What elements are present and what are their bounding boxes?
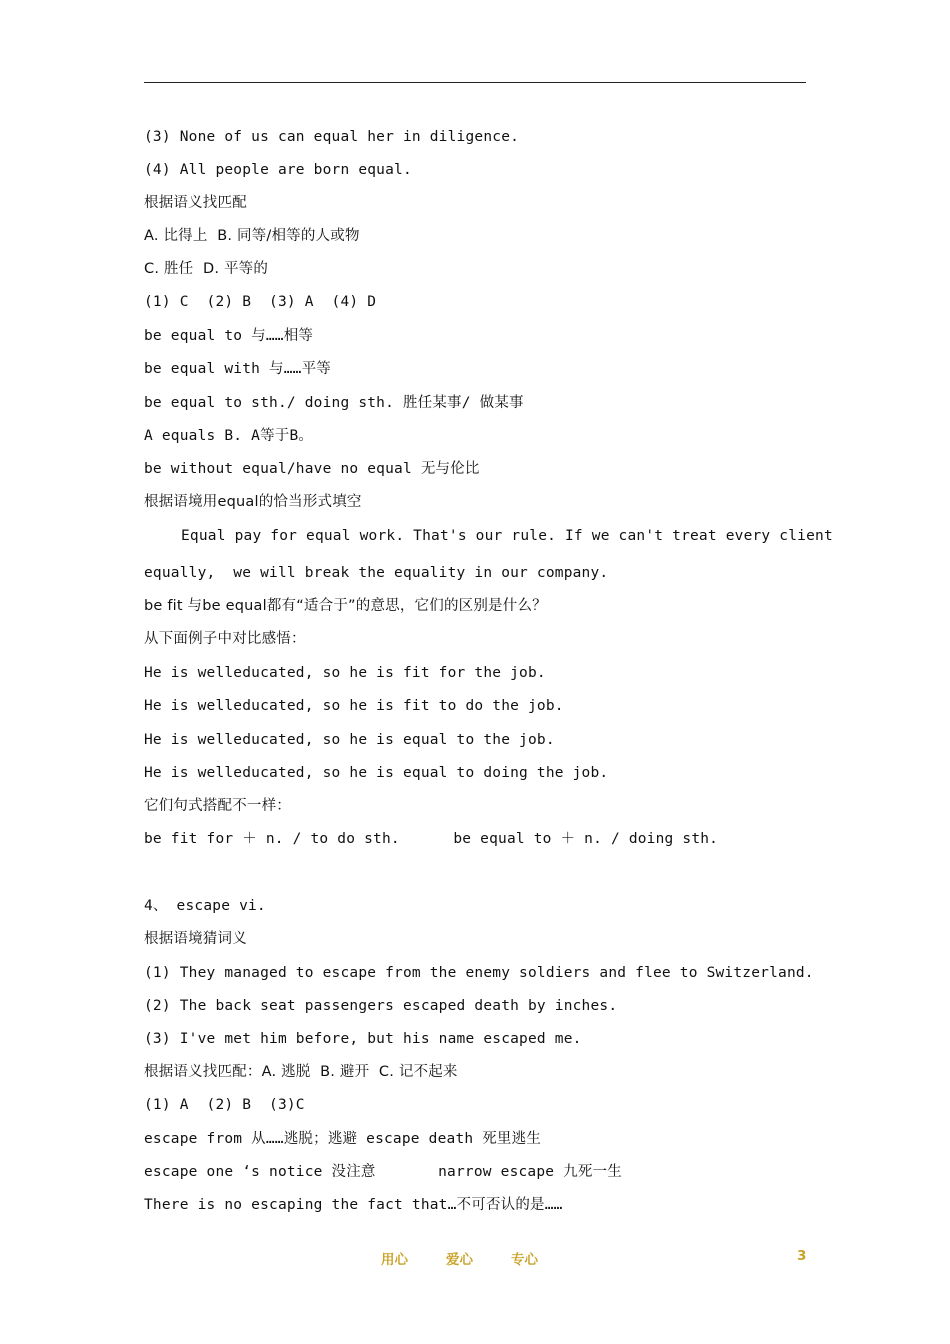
text-line: There is no escaping the fact that…不可否认的是……: [144, 1197, 563, 1213]
text-line: 它们句式搭配不一样：: [144, 798, 291, 814]
text-line: C. 胜任 D. 平等的: [144, 261, 269, 277]
text-line: (3) None of us can equal her in diligence.: [144, 129, 520, 145]
text-line: be equal to 与……相等: [144, 328, 314, 344]
text-line: be equal to sth./ doing sth. 胜任某事/ 做某事: [144, 395, 524, 411]
text-line: escape from 从……逃脱；逃避 escape death 死里逃生: [144, 1131, 542, 1147]
text-line: 根据语义找匹配: [144, 195, 247, 211]
text-line: 根据语境用equal的恰当形式填空: [144, 494, 362, 510]
text-line: He is welleducated, so he is equal to the job.: [144, 732, 555, 748]
text-line: (2) The back seat passengers escaped death by inches.: [144, 998, 618, 1014]
text-line: Equal pay for equal work. That's our rule. If we can't treat every client: [181, 528, 833, 544]
section-heading: 4、 escape vi.: [144, 898, 266, 914]
footer-text: 专心: [511, 1252, 538, 1268]
footer-text: 爱心: [446, 1252, 473, 1268]
text-line: be equal with 与……平等: [144, 361, 331, 377]
text-line: (3) I've met him before, but his name escaped me.: [144, 1031, 582, 1047]
text-line: A. 比得上 B. 同等/相等的人或物: [144, 228, 360, 244]
text-line: be fit for ＋ n. / to do sth. be equal to ＋ n. / doing sth.: [144, 831, 719, 847]
text-line: A equals B. A等于B。: [144, 428, 314, 444]
text-line: be fit 与be equal都有“适合于”的意思，它们的区别是什么？: [144, 598, 547, 614]
text-line: be without equal/have no equal 无与伦比: [144, 461, 480, 477]
text-line: escape one ‘s notice 没注意 narrow escape 九死一生: [144, 1164, 622, 1180]
text-line: (1) A (2) B (3)C: [144, 1097, 305, 1113]
footer-text: 用心: [381, 1252, 408, 1268]
text-line: 根据语境猜词义: [144, 931, 247, 947]
page-number: 3: [797, 1248, 807, 1264]
text-line: He is welleducated, so he is fit for the job.: [144, 665, 546, 681]
text-line: 从下面例子中对比感悟：: [144, 631, 306, 647]
text-line: 根据语义找匹配：A. 逃脱 B. 避开 C. 记不起来: [144, 1064, 458, 1080]
text-line: He is welleducated, so he is equal to doing the job.: [144, 765, 609, 781]
header-rule: [144, 82, 806, 83]
text-line: equally, we will break the equality in our company.: [144, 565, 609, 581]
text-line: (4) All people are born equal.: [144, 162, 412, 178]
text-line: He is welleducated, so he is fit to do the job.: [144, 698, 564, 714]
text-line: (1) C (2) B (3) A (4) D: [144, 294, 377, 310]
text-line: (1) They managed to escape from the enemy soldiers and flee to Switzerland.: [144, 965, 814, 981]
